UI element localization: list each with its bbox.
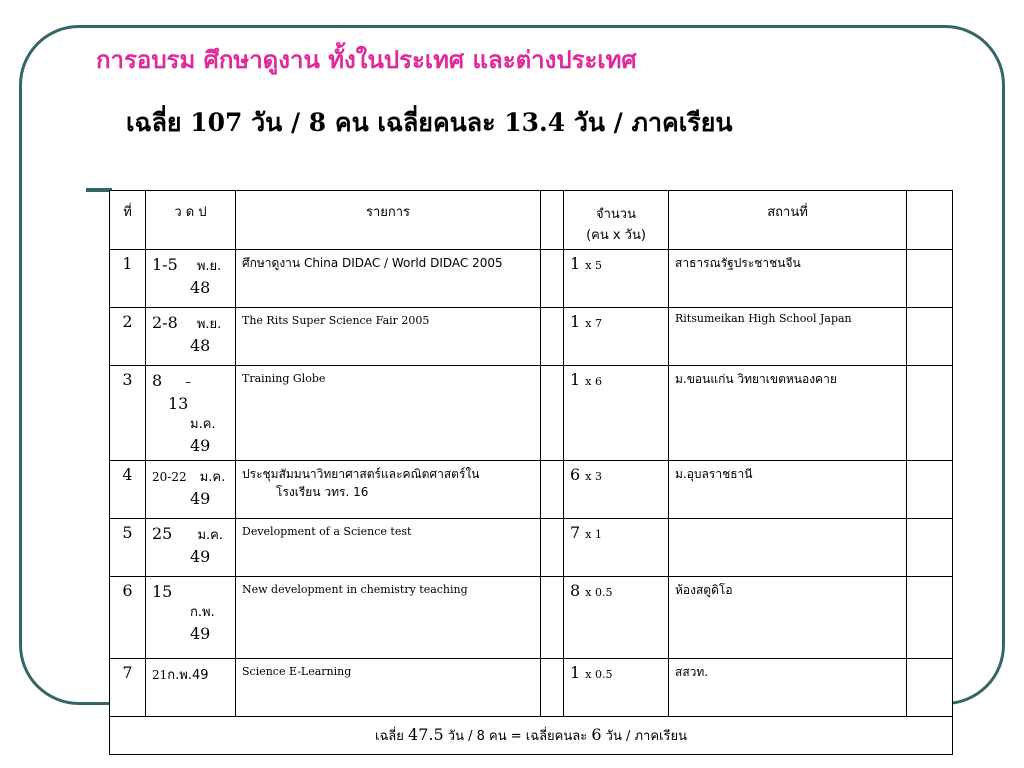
row-count bbox=[564, 519, 669, 577]
date-dash: – bbox=[185, 375, 192, 389]
row-date bbox=[146, 308, 236, 366]
date-year: 48 bbox=[190, 336, 211, 355]
table-row bbox=[110, 461, 953, 519]
table-row bbox=[110, 577, 953, 659]
slide-title: การอบรม ศึกษาดูงาน ทั้งในประเทศ และต่างประเทศ bbox=[96, 46, 637, 74]
item-line2: โรงเรียน วทร. 16 bbox=[276, 485, 369, 499]
row-no: 6 bbox=[110, 577, 146, 659]
header-no: ที่ bbox=[110, 191, 146, 250]
training-table bbox=[109, 190, 953, 755]
date-main: 20-22 bbox=[152, 470, 187, 484]
date-year: 49 bbox=[190, 624, 211, 643]
date-month: ม.ค. bbox=[197, 528, 223, 543]
row-place: สาธารณรัฐประชาชนจีน bbox=[669, 250, 907, 308]
row-empty-1 bbox=[541, 308, 564, 366]
table-row bbox=[110, 308, 953, 366]
row-empty-2 bbox=[907, 250, 953, 308]
count-multiplier: x 1 bbox=[585, 528, 602, 541]
row-empty-2 bbox=[907, 461, 953, 519]
date-year: 49 bbox=[190, 547, 211, 566]
date-month: ก.พ.49 bbox=[167, 668, 209, 683]
item-line1: ประชุมสัมมนาวิทยาศาสตร์และคณิตศาสตร์ใน bbox=[242, 467, 480, 481]
footer-avg: 6 bbox=[591, 725, 602, 744]
row-no: 5 bbox=[110, 519, 146, 577]
row-item: Development of a Science test bbox=[236, 519, 541, 577]
footer-suffix: วัน / ภาคเรียน bbox=[605, 729, 687, 744]
row-empty-1 bbox=[541, 577, 564, 659]
count-multiplier: x 3 bbox=[585, 470, 602, 483]
header-place: สถานที่ bbox=[669, 191, 907, 250]
date-end: 13 bbox=[168, 394, 189, 413]
row-empty-1 bbox=[541, 461, 564, 519]
row-date bbox=[146, 461, 236, 519]
row-no: 1 bbox=[110, 250, 146, 308]
date-year: 49 bbox=[190, 489, 211, 508]
date-main: 1-5 bbox=[152, 255, 178, 274]
date-main: 2-8 bbox=[152, 313, 178, 332]
date-year: 49 bbox=[190, 436, 211, 455]
row-place: ม.อุบลราชธานี bbox=[669, 461, 907, 519]
row-item: ศึกษาดูงาน China DIDAC / World DIDAC 2005 bbox=[236, 250, 541, 308]
row-count bbox=[564, 659, 669, 717]
table-row bbox=[110, 366, 953, 461]
header-count bbox=[564, 191, 669, 250]
row-no: 2 bbox=[110, 308, 146, 366]
row-item: The Rits Super Science Fair 2005 bbox=[236, 308, 541, 366]
footer-days: 47.5 bbox=[408, 725, 444, 744]
row-empty-1 bbox=[541, 366, 564, 461]
row-no: 3 bbox=[110, 366, 146, 461]
date-month: ม.ค. bbox=[190, 417, 216, 432]
date-year: 48 bbox=[190, 278, 211, 297]
row-empty-2 bbox=[907, 577, 953, 659]
date-month: ก.พ. bbox=[190, 605, 215, 620]
footer-mid: วัน / 8 คน = เฉลี่ยคนละ bbox=[447, 729, 588, 744]
count-multiplier: x 5 bbox=[585, 259, 602, 272]
row-empty-1 bbox=[541, 250, 564, 308]
table-row bbox=[110, 519, 953, 577]
date-main: 15 bbox=[152, 582, 173, 601]
row-count bbox=[564, 250, 669, 308]
count-value: 8 bbox=[570, 581, 581, 600]
date-month: พ.ย. bbox=[196, 317, 222, 332]
footer-prefix: เฉลี่ย bbox=[375, 729, 404, 744]
date-main: 8 bbox=[152, 371, 163, 390]
row-empty-1 bbox=[541, 659, 564, 717]
table-header-row bbox=[110, 191, 953, 250]
header-count-line2: (คน x วัน) bbox=[586, 228, 646, 243]
table-footer-row bbox=[110, 717, 953, 755]
count-value: 1 bbox=[570, 370, 581, 389]
row-place: ห้องสตูดิโอ bbox=[669, 577, 907, 659]
row-date bbox=[146, 519, 236, 577]
row-empty-2 bbox=[907, 366, 953, 461]
row-count bbox=[564, 366, 669, 461]
table-row bbox=[110, 250, 953, 308]
count-multiplier: x 0.5 bbox=[585, 586, 613, 599]
row-empty-1 bbox=[541, 519, 564, 577]
count-value: 1 bbox=[570, 254, 581, 273]
row-date bbox=[146, 250, 236, 308]
date-month: ม.ค. bbox=[199, 470, 226, 485]
count-multiplier: x 6 bbox=[585, 375, 602, 388]
row-no: 4 bbox=[110, 461, 146, 519]
row-item bbox=[236, 461, 541, 519]
count-value: 1 bbox=[570, 663, 581, 682]
row-item: Training Globe bbox=[236, 366, 541, 461]
header-count-line1: จำนวน bbox=[596, 207, 636, 222]
row-empty-2 bbox=[907, 308, 953, 366]
header-date: ว ด ป bbox=[146, 191, 236, 250]
row-count bbox=[564, 577, 669, 659]
row-count bbox=[564, 461, 669, 519]
row-place: ม.ขอนแก่น วิทยาเขตหนองคาย bbox=[669, 366, 907, 461]
table-row bbox=[110, 659, 953, 717]
count-multiplier: x 7 bbox=[585, 317, 602, 330]
row-item: New development in chemistry teaching bbox=[236, 577, 541, 659]
count-value: 1 bbox=[570, 312, 581, 331]
row-place bbox=[669, 519, 907, 577]
row-date bbox=[146, 366, 236, 461]
header-empty-2 bbox=[907, 191, 953, 250]
date-main: 25 bbox=[152, 524, 173, 543]
count-value: 6 bbox=[570, 465, 581, 484]
row-place: สสวท. bbox=[669, 659, 907, 717]
header-empty-1 bbox=[541, 191, 564, 250]
row-item: Science E-Learning bbox=[236, 659, 541, 717]
count-value: 7 bbox=[570, 523, 581, 542]
header-item: รายการ bbox=[236, 191, 541, 250]
row-count bbox=[564, 308, 669, 366]
row-place: Ritsumeikan High School Japan bbox=[669, 308, 907, 366]
count-multiplier: x 0.5 bbox=[585, 668, 613, 681]
row-date bbox=[146, 659, 236, 717]
slide-subtitle: เฉลี่ย 107 วัน / 8 คน เฉลี่ยคนละ 13.4 วัน / ภาคเรียน bbox=[126, 108, 733, 137]
row-empty-2 bbox=[907, 519, 953, 577]
row-date bbox=[146, 577, 236, 659]
row-empty-2 bbox=[907, 659, 953, 717]
row-no: 7 bbox=[110, 659, 146, 717]
date-month: พ.ย. bbox=[196, 259, 222, 274]
table-footer-summary bbox=[110, 717, 953, 755]
date-main: 21 bbox=[152, 668, 168, 682]
